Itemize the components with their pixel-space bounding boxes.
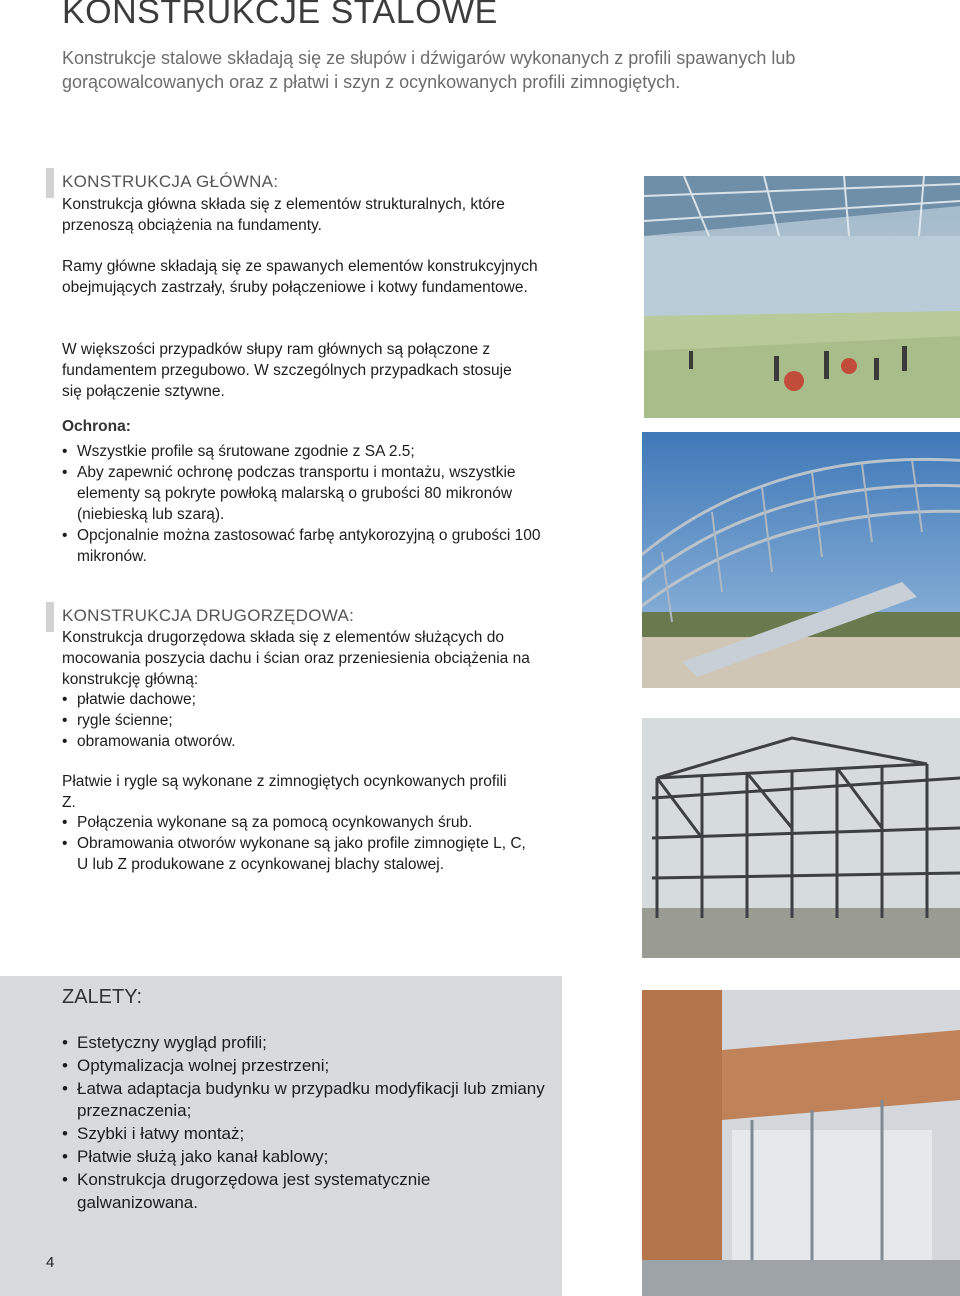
interior-hall-photo — [642, 990, 960, 1296]
sports-hall-photo — [644, 176, 960, 418]
list-item: • Optymalizacja wolnej przestrzeni; — [62, 1055, 552, 1078]
list-item: • Aby zapewnić ochronę podczas transportu i montażu, wszystkie elementy są pokryte powłoką malarską o grubości 80 mikronów (niebieską lub szarą). — [62, 462, 544, 525]
section-marker — [46, 168, 54, 198]
list-item: • Wszystkie profile są śrutowane zgodnie z SA 2.5; — [62, 441, 544, 462]
glowna-lead: Konstrukcja główna składa się z elementów strukturalnych, które przenoszą obciążenia na fundamenty. — [62, 196, 505, 234]
section-heading-drugorzedna: KONSTRUKCJA DRUGORZĘDOWA: — [62, 606, 355, 625]
list-item: • płatwie dachowe; — [62, 689, 532, 710]
glowna-paragraph-2: W większości przypadków słupy ram głównych są połączone z fundamentem przegubowo. W szczególnych przypadkach stosuje się połączenie sztywne. — [62, 341, 512, 400]
list-item: • rygle ścienne; — [62, 710, 532, 731]
list-item: • Połączenia wykonane są za pomocą ocynkowanych śrub. — [62, 812, 540, 833]
page-title: KONSTRUKCJE STALOWE — [62, 0, 498, 31]
list-item: • Konstrukcja drugorzędowa jest systematycznie galwanizowana. — [62, 1169, 552, 1215]
drugorzedna-paragraph-2: Płatwie i rygle są wykonane z zimnogiętych ocynkowanych profili Z. — [62, 773, 507, 811]
list-item: • Płatwie służą jako kanał kablowy; — [62, 1146, 552, 1169]
advantages-list — [62, 1032, 552, 1214]
list-item: • Estetyczny wygląd profili; — [62, 1032, 552, 1055]
page-number: 4 — [46, 1254, 55, 1271]
steel-truss-photo — [642, 432, 960, 688]
section-heading-glowna: KONSTRUKCJA GŁÓWNA: — [62, 172, 279, 191]
section-marker — [46, 602, 54, 632]
intro-paragraph: Konstrukcje stalowe składają się ze słupów i dźwigarów wykonanych z profili spawanych lub gorącowalcowanych oraz z płatwi i szyn z ocynkowanych profili zimnogiętych. — [62, 48, 796, 92]
drugorzedna-lead: Konstrukcja drugorzędowa składa się z elementów służących do mocowania poszycia dachu i ścian oraz przeniesienia obciążenia na konstrukcję główną: — [62, 629, 530, 688]
list-item: • Opcjonalnie można zastosować farbę antykorozyjną o grubości 100 mikronów. — [62, 525, 544, 567]
drugorzedna-list-2 — [62, 812, 540, 875]
glowna-paragraph-1: Ramy główne składają się ze spawanych elementów konstrukcyjnych obejmujących zastrzały, śruby połączeniowe i kotwy fundamentowe. — [62, 258, 538, 296]
ochrona-label: Ochrona: — [62, 418, 131, 435]
steel-frame-photo — [642, 718, 960, 958]
drugorzedna-list — [62, 689, 532, 752]
list-item: • Szybki i łatwy montaż; — [62, 1123, 552, 1146]
list-item: • Obramowania otworów wykonane są jako profile zimnogięte L, C, U lub Z produkowane z ocynkowanej blachy stalowej. — [62, 833, 540, 875]
list-item: • obramowania otworów. — [62, 731, 532, 752]
section-heading-zalety: ZALETY: — [62, 986, 143, 1008]
list-item: • Łatwa adaptacja budynku w przypadku modyfikacji lub zmiany przeznaczenia; — [62, 1078, 552, 1124]
ochrona-list — [62, 441, 544, 567]
